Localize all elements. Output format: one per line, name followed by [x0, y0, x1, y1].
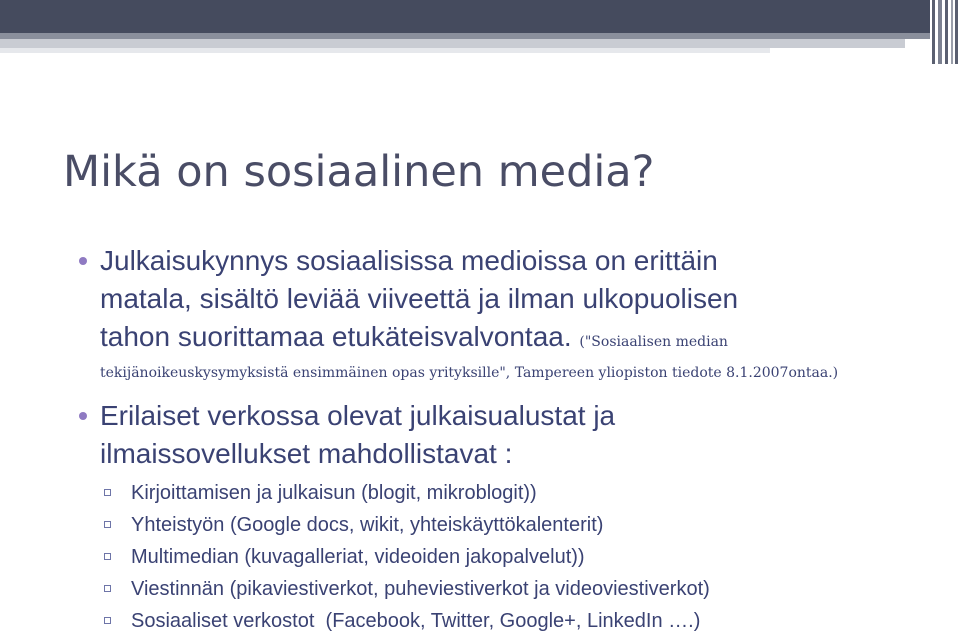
sub-item: Kirjoittamisen ja julkaisun (blogit, mikroblogit)): [131, 482, 537, 504]
header-stripe: [955, 0, 958, 64]
citation-continued: tekijänoikeuskysymyksistä ensimmäinen opas yrityksille", Tampereen yliopiston tiedote 8.1.2007ontaa.): [100, 365, 839, 381]
bullet-2-line: ilmaissovellukset mahdollistavat :: [100, 438, 513, 469]
bullet-1-line: Julkaisukynnys sosiaalisissa medioissa on erittäin: [100, 245, 718, 276]
header-stripe: [938, 0, 942, 64]
sub-bullet-mark: [104, 585, 111, 592]
sub-bullet-mark: [104, 553, 111, 560]
sub-bullet-mark: [104, 617, 111, 624]
slide-title: Mikä on sosiaalinen media?: [63, 147, 655, 197]
bullet-2-line: Erilaiset verkossa olevat julkaisualustat ja: [100, 400, 616, 431]
sub-item: Viestinnän (pikaviestiverkot, puheviestiverkot ja videoviestiverkot): [131, 578, 710, 600]
header-band: [0, 0, 959, 64]
header-stripe: [945, 0, 948, 64]
sub-bullet-mark: [104, 521, 111, 528]
sub-bullet-mark: [104, 489, 111, 496]
bullet-1: [100, 242, 940, 385]
header-band-dark: [0, 0, 930, 33]
citation: ("Sosiaalisen median: [579, 334, 728, 350]
bullet-dot: [79, 412, 87, 420]
sub-item: Yhteistyön (Google docs, wikit, yhteiskäyttökalenterit): [131, 514, 604, 536]
bullet-dot: [79, 257, 87, 265]
header-band-light: [0, 39, 905, 48]
header-stripe: [932, 0, 935, 64]
bullet-2: [100, 397, 940, 473]
sub-item: Multimedian (kuvagalleriat, videoiden jakopalvelut)): [131, 546, 585, 568]
sub-item: Sosiaaliset verkostot (Facebook, Twitter, Google+, LinkedIn ….): [131, 610, 701, 632]
header-stripe: [951, 0, 953, 64]
bullet-1-line: matala, sisältö leviää viiveettä ja ilman ulkopuolisen: [100, 283, 739, 314]
header-band-faint: [0, 48, 770, 53]
bullet-1-text: tahon suorittamaa etukäteisvalvontaa.: [100, 321, 572, 352]
bullet-1-line: [100, 318, 940, 361]
